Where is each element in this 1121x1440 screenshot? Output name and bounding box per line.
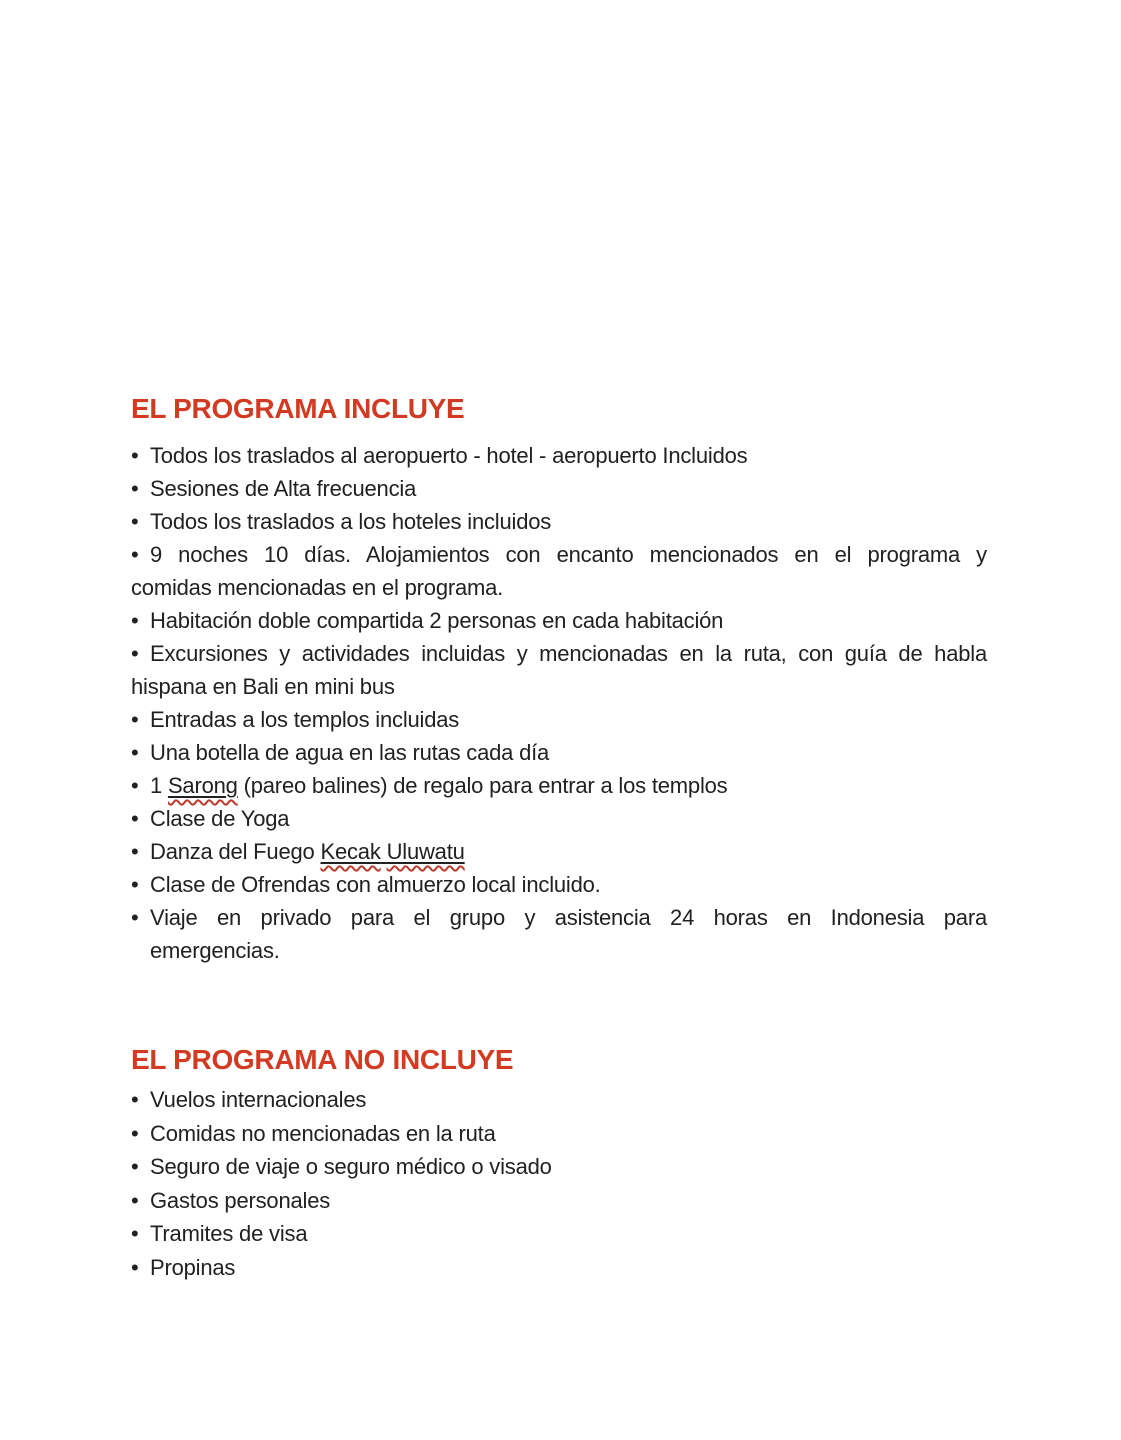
list-item-continuation bbox=[131, 571, 987, 604]
list-item bbox=[131, 604, 987, 637]
bullet-icon: • bbox=[131, 1154, 139, 1179]
no-incluye-list bbox=[131, 1083, 987, 1284]
bullet-icon: • bbox=[131, 608, 139, 633]
list-item-text: Excursiones y actividades incluidas y mencionadas en la ruta, con guía de habla bbox=[150, 641, 987, 666]
list-item bbox=[131, 802, 987, 835]
list-item bbox=[131, 868, 987, 901]
list-item-text: Clase de Ofrendas con almuerzo local incluido. bbox=[150, 872, 601, 897]
list-item-text: Propinas bbox=[150, 1254, 236, 1280]
section-heading-incluye: EL PROGRAMA INCLUYE bbox=[131, 393, 465, 424]
underlined-phrase bbox=[168, 773, 238, 798]
bullet-icon: • bbox=[131, 773, 139, 798]
list-item-text: hispana en Bali en mini bus bbox=[131, 674, 395, 699]
list-item bbox=[131, 1083, 987, 1117]
list-item bbox=[131, 736, 987, 769]
list-item-text: Todos los traslados al aeropuerto - hotel - aeropuerto Incluidos bbox=[150, 443, 748, 468]
list-item-text: comidas mencionadas en el programa. bbox=[131, 575, 504, 600]
misspelled-word: Uluwatu bbox=[386, 839, 465, 864]
bullet-icon: • bbox=[131, 1221, 139, 1246]
bullet-icon: • bbox=[131, 707, 139, 732]
content-area bbox=[131, 391, 987, 1284]
list-item-text: emergencias. bbox=[150, 938, 280, 963]
bullet-icon: • bbox=[131, 641, 139, 666]
section-heading-no-incluye: EL PROGRAMA NO INCLUYE bbox=[131, 1044, 514, 1075]
misspelled-word: Kecak bbox=[320, 839, 381, 864]
list-item-text: Viaje en privado para el grupo y asistencia 24 horas en Indonesia para bbox=[150, 905, 987, 930]
bullet-icon: • bbox=[131, 1254, 139, 1280]
list-item-text: Entradas a los templos incluidas bbox=[150, 707, 460, 732]
bullet-icon: • bbox=[131, 872, 139, 897]
list-item-text: Habitación doble compartida 2 personas en cada habitación bbox=[150, 608, 724, 633]
list-item bbox=[131, 538, 987, 571]
list-item-text: Todos los traslados a los hoteles incluidos bbox=[150, 509, 552, 534]
bullet-icon: • bbox=[131, 839, 139, 864]
list-item bbox=[131, 637, 987, 670]
list-item-text: Vuelos internacionales bbox=[150, 1087, 367, 1112]
list-item bbox=[131, 1117, 987, 1151]
underlined-phrase bbox=[320, 839, 464, 864]
bullet-icon: • bbox=[131, 905, 139, 930]
list-item bbox=[131, 439, 987, 472]
list-item bbox=[131, 1251, 987, 1285]
list-item bbox=[131, 505, 987, 538]
section-programa-incluye bbox=[131, 391, 987, 967]
list-item bbox=[131, 901, 987, 934]
list-item bbox=[131, 472, 987, 505]
bullet-icon: • bbox=[131, 1120, 139, 1146]
bullet-icon: • bbox=[131, 806, 139, 831]
list-item-text: 1 bbox=[150, 773, 168, 798]
incluye-list bbox=[131, 439, 987, 967]
bullet-icon: • bbox=[131, 443, 139, 468]
list-item-text: Tramites de visa bbox=[150, 1221, 308, 1246]
list-item-text: Clase de Yoga bbox=[150, 806, 290, 831]
list-item bbox=[131, 835, 987, 868]
list-item-text: (pareo balines) de regalo para entrar a los templos bbox=[237, 773, 728, 798]
misspelled-word: Sarong bbox=[167, 773, 238, 798]
list-item-text: Seguro de viaje o seguro médico o visado bbox=[150, 1154, 552, 1179]
list-item-text: Una botella de agua en las rutas cada día bbox=[150, 740, 550, 765]
list-item-continuation bbox=[131, 934, 987, 967]
list-item-continuation bbox=[131, 670, 987, 703]
list-item-text: Comidas no mencionadas en la ruta bbox=[150, 1120, 496, 1146]
list-item-text: Gastos personales bbox=[150, 1187, 331, 1213]
bullet-icon: • bbox=[131, 542, 139, 567]
list-item bbox=[131, 1217, 987, 1251]
section-programa-no-incluye bbox=[131, 1042, 987, 1284]
list-item bbox=[131, 1184, 987, 1218]
bullet-icon: • bbox=[131, 1087, 139, 1112]
bullet-icon: • bbox=[131, 509, 139, 534]
list-item-text: Sesiones de Alta frecuencia bbox=[150, 476, 417, 501]
list-item-text: 9 noches 10 días. Alojamientos con encanto mencionados en el programa y bbox=[150, 542, 987, 567]
list-item bbox=[131, 703, 987, 736]
list-item bbox=[131, 1150, 987, 1184]
bullet-icon: • bbox=[131, 1187, 139, 1213]
list-item bbox=[131, 769, 987, 802]
bullet-icon: • bbox=[131, 740, 139, 765]
bullet-icon: • bbox=[131, 476, 139, 501]
list-item-text: Danza del Fuego bbox=[150, 839, 321, 864]
